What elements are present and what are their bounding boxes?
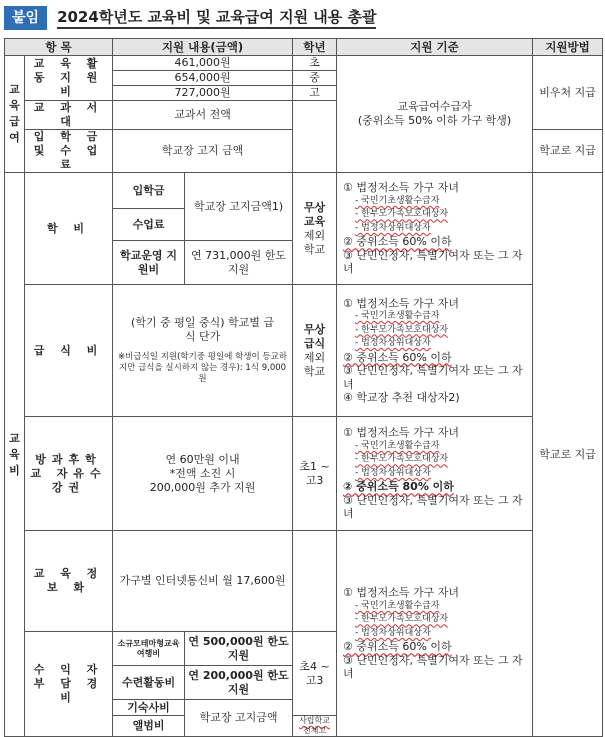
- small-school-trip-label: 소규모테마형교육여행비: [113, 632, 185, 666]
- operation-label: 학교운영 지원비: [113, 241, 185, 285]
- criteria-item: ① 법정저소득 가구 자녀: [343, 296, 460, 310]
- edu-activity-label: 교 육 활 동 지 원 비: [25, 56, 113, 101]
- criteria-subitem: - 법정차상위대상자: [355, 467, 431, 478]
- grade-free-1: 무상: [303, 200, 326, 214]
- activity-amount-middle: 654,000원: [113, 71, 293, 86]
- criteria-item: ① 법정저소득 가구 자녀: [343, 181, 460, 195]
- edu-benefit-group: 교 육 급 여: [5, 56, 25, 173]
- meal-label: 급 식 비: [25, 285, 113, 417]
- info-content: 가구별 인터넷통신비 월 17,600원: [113, 531, 293, 632]
- tuition-criteria: [337, 173, 533, 285]
- tuition-label: 학 비: [25, 173, 113, 285]
- criteria-item: ① 법정저소득 가구 자녀: [343, 586, 460, 600]
- tuition-notice-amount: 학교장 고지금액1): [185, 173, 293, 241]
- criteria-subitem: - 한부모가족보호대상자: [355, 209, 449, 220]
- after-school-criteria: [337, 417, 533, 531]
- tuition-fee-label: 수업료: [113, 209, 185, 241]
- field-trip-amount: 연 200,000원 한도 지원: [185, 666, 293, 700]
- info-grade: [293, 531, 337, 632]
- criteria-item: ② 중위소득 80% 이하: [343, 480, 454, 494]
- criteria-subitem: - 법정차상위대상자: [355, 222, 431, 233]
- col-header-grade: 학년: [293, 39, 337, 56]
- fee-label: 수 익 자 부 담 경 비: [25, 632, 113, 737]
- criteria-item: ④ 학교장 추천 대상자2): [343, 391, 460, 404]
- after-school-grade: 초1 ~ 고3: [293, 417, 337, 531]
- activity-amount-high: 727,000원: [113, 86, 293, 101]
- table-header-row: [5, 39, 603, 56]
- criteria-item: ③ 난민인정자, 특별기여자 또는 그 자녀: [343, 364, 523, 391]
- criteria-item: ② 중위소득 60% 이하: [343, 350, 452, 364]
- criteria-subitem: - 한부모가족보호대상자: [355, 454, 449, 465]
- textbook-content: 교과서 전액: [113, 101, 293, 130]
- after-school-content: [113, 417, 293, 531]
- fee-notice: 학교장 고지금액: [185, 700, 293, 737]
- field-trip-label: 수련활동비: [113, 666, 185, 700]
- grade-middle: 중: [293, 71, 337, 86]
- grade-free-2: 교육: [303, 214, 326, 228]
- attachment-badge: 붙임: [4, 6, 47, 30]
- after-content-2: *전액 소진 시: [169, 466, 236, 480]
- criteria-text: 교육급여수급자: [397, 100, 472, 113]
- grade-free-2: 급식: [303, 336, 326, 350]
- operation-amount: 연 731,000원 한도 지원: [185, 241, 293, 285]
- meal-criteria: [337, 285, 533, 417]
- edu-benefit-method-voucher: 비우처 지급: [533, 56, 603, 130]
- criteria-subitem: - 법정차상위대상자: [355, 627, 431, 638]
- edu-benefit-method-school: 학교로 지급: [533, 130, 603, 173]
- support-table: [4, 38, 603, 737]
- grade-free-1: 무상: [303, 322, 326, 336]
- grade-high: 고: [293, 86, 337, 101]
- album-label: 앨범비: [113, 716, 185, 737]
- entrance-fee-label: 입학금: [113, 173, 185, 209]
- col-header-content: 지원 내용(금액): [113, 39, 293, 56]
- grade-elementary: 초: [293, 56, 337, 71]
- dorm-label: 기숙사비: [113, 700, 185, 716]
- grade-free-3: 제외: [303, 228, 326, 242]
- col-header-item: 항 목: [5, 39, 113, 56]
- fee-grade-note: 사립학교 전체고: [293, 716, 337, 737]
- criteria-subitem: - 국민기초생활수급자: [355, 440, 440, 451]
- grade-free-4: 학교: [303, 364, 326, 378]
- small-school-trip-amount: 연 500,000원 한도 지원: [185, 632, 293, 666]
- textbook-label: 교 과 서 대: [25, 101, 113, 130]
- grade-free-3: 제외: [303, 350, 326, 364]
- meal-content-text: (학기 중 평일 중식) 학교별 급식 단가: [131, 316, 274, 343]
- meal-content: [113, 285, 293, 417]
- fee-criteria: [337, 531, 533, 737]
- after-content-1: 연 60만원 이내: [165, 452, 240, 466]
- after-content-3: 200,000원 추가 지원: [149, 480, 256, 494]
- col-header-criteria: 지원 기준: [337, 39, 533, 56]
- tuition-grade: [293, 173, 337, 285]
- meal-grade: [293, 285, 337, 417]
- edu-cost-method: 학교로 지급: [533, 173, 603, 737]
- criteria-subitem: - 국민기초생활수급자: [355, 600, 440, 611]
- entrance-label: 입 학 금 및 수 업 료: [25, 130, 113, 173]
- criteria-item: ③ 난민인정자, 특별기여자 또는 그 자녀: [343, 653, 523, 681]
- criteria-subitem: - 법정차상위대상자: [355, 338, 431, 348]
- criteria-item: ③ 난민인정자, 특별기여자 또는 그 자녀: [343, 248, 523, 276]
- edu-benefit-criteria: [337, 56, 533, 173]
- edu-cost-group: 교 육 비: [5, 173, 25, 737]
- criteria-item: ② 중위소득 60% 이하: [343, 640, 452, 654]
- activity-amount-elementary: 461,000원: [113, 56, 293, 71]
- fee-grade: 초4 ~ 고3: [293, 632, 337, 716]
- criteria-subitem: - 한부모가족보호대상자: [355, 614, 449, 625]
- criteria-subitem: - 국민기초생활수급자: [355, 311, 440, 321]
- info-label: 교 육 정 보 화: [25, 531, 113, 632]
- meal-note: ※비급식일 지원(학기중 평일에 학생이 등교하지만 급식을 실시하지 않는 경우): 1식 9,000원: [118, 352, 288, 384]
- criteria-item: ③ 난민인정자, 특별기여자 또는 그 자녀: [343, 493, 523, 521]
- criteria-item: ② 중위소득 60% 이하: [343, 235, 452, 249]
- grade-free-4: 학교: [303, 242, 326, 256]
- after-school-label: 방과후학교 자유수강권: [25, 417, 113, 531]
- grade-blank: [293, 101, 337, 173]
- page-title: 2024학년도 교육비 및 교육급여 지원 내용 총괄: [57, 7, 376, 29]
- criteria-note: (중위소득 50% 이하 가구 학생): [357, 114, 512, 127]
- criteria-subitem: - 한부모가족보호대상자: [355, 324, 449, 335]
- header: [4, 6, 376, 30]
- criteria-subitem: - 국민기초생활수급자: [355, 195, 440, 206]
- col-header-method: 지원방법: [533, 39, 603, 56]
- entrance-content: 학교장 고지 금액: [113, 130, 293, 173]
- criteria-item: ① 법정저소득 가구 자녀: [343, 426, 460, 440]
